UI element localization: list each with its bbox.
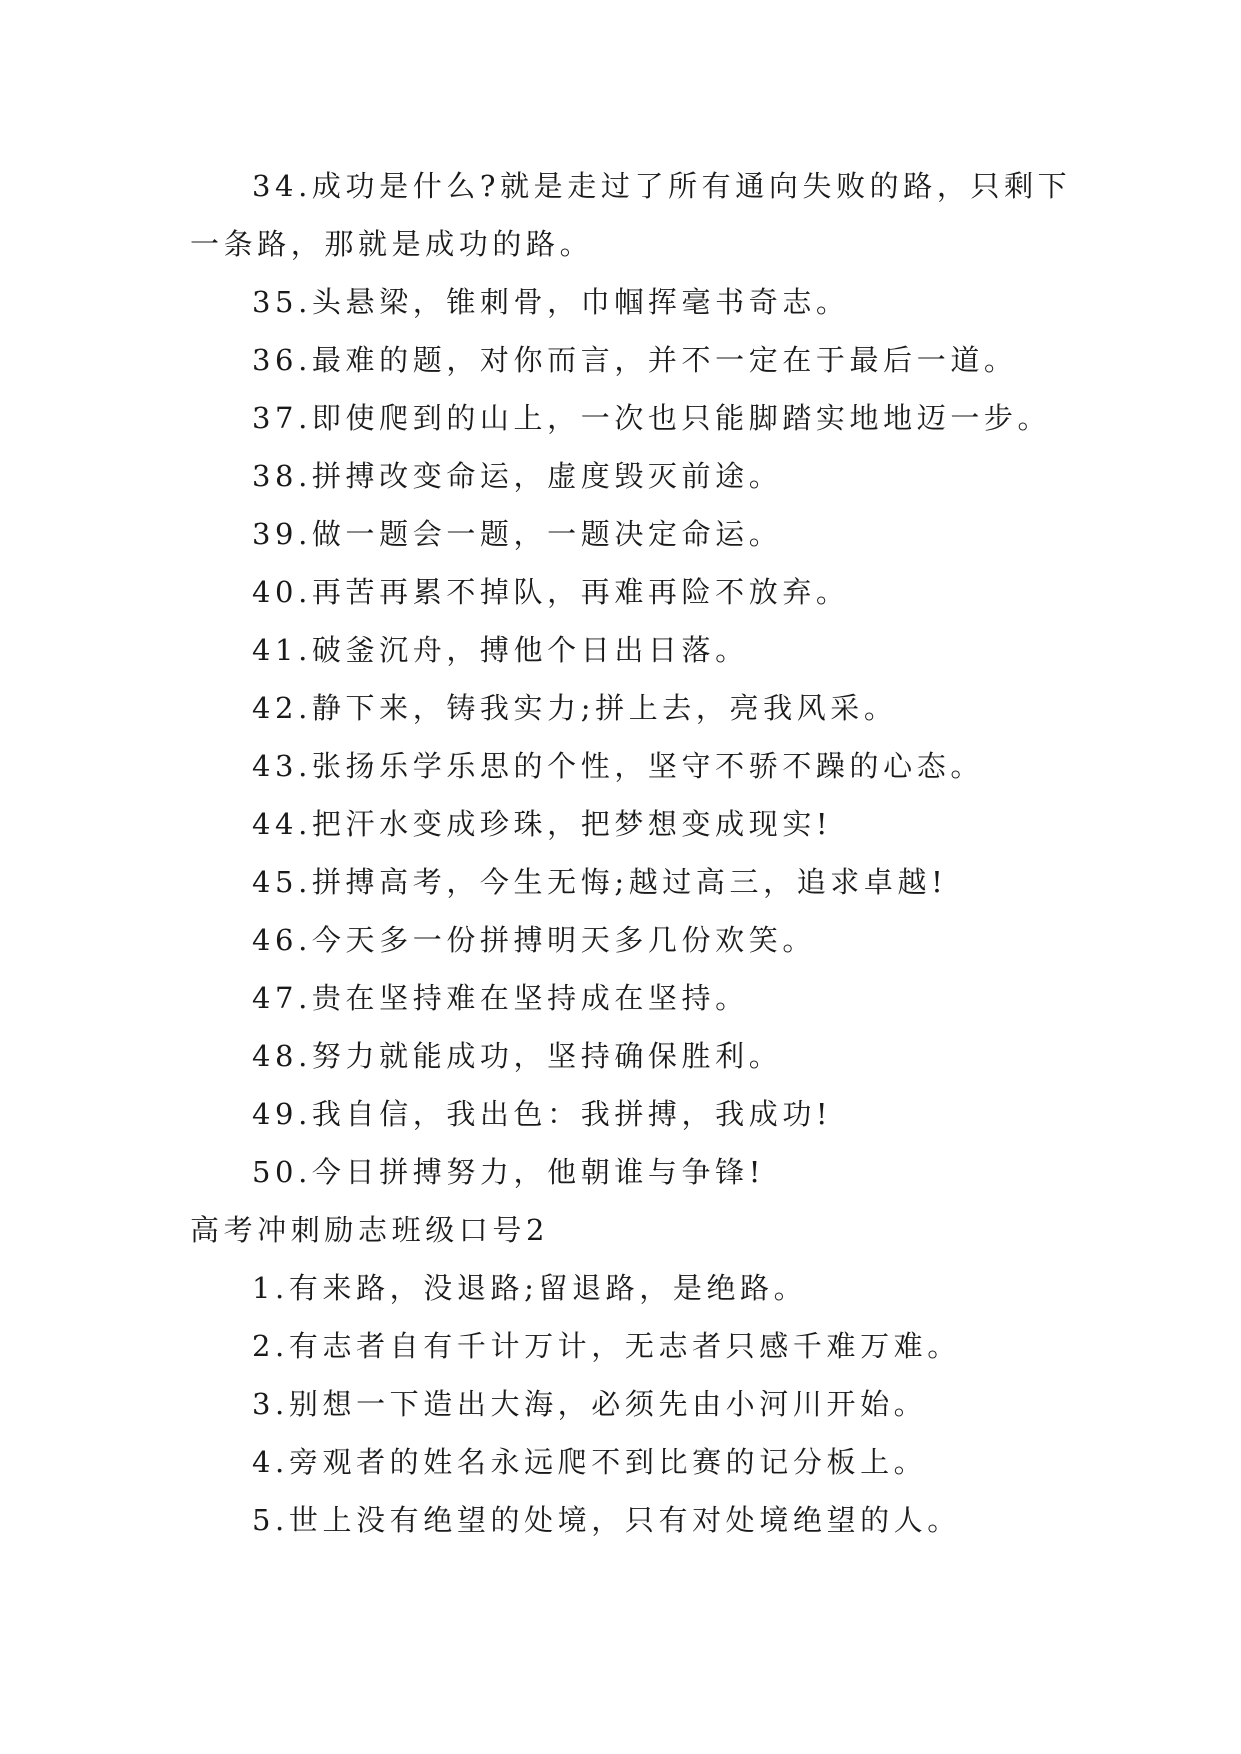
- slogan-50: 50.今日拼搏努力，他朝谁与争锋!: [252, 1155, 765, 1189]
- slogan-39: 39.做一题会一题，一题决定命运。: [252, 517, 783, 551]
- slogan-46: 46.今天多一份拼搏明天多几份欢笑。: [252, 923, 816, 957]
- slogan-41: 41.破釜沉舟，搏他个日出日落。: [252, 633, 749, 667]
- slogan-34-line-1: 34.成功是什么?就是走过了所有通向失败的路，只剩下: [252, 169, 1072, 203]
- slogan-44: 44.把汗水变成珍珠，把梦想变成现实!: [252, 807, 833, 841]
- slogan-5: 5.世上没有绝望的处境，只有对处境绝望的人。: [252, 1503, 961, 1537]
- slogan-49: 49.我自信，我出色：我拼搏，我成功!: [252, 1097, 833, 1131]
- slogan-43: 43.张扬乐学乐思的个性，坚守不骄不躁的心态。: [252, 749, 984, 783]
- slogan-3: 3.别想一下造出大海，必须先由小河川开始。: [252, 1387, 928, 1421]
- slogan-37: 37.即使爬到的山上，一次也只能脚踏实地地迈一步。: [252, 401, 1052, 435]
- slogan-47: 47.贵在坚持难在坚持成在坚持。: [252, 981, 749, 1015]
- slogan-40: 40.再苦再累不掉队，再难再险不放弃。: [252, 575, 850, 609]
- slogan-42: 42.静下来，铸我实力;拼上去，亮我风采。: [252, 691, 898, 725]
- slogan-1: 1.有来路，没退路;留退路，是绝路。: [252, 1271, 808, 1305]
- slogan-34-line-2: 一条路，那就是成功的路。: [190, 227, 594, 261]
- slogan-2: 2.有志者自有千计万计，无志者只感千难万难。: [252, 1329, 961, 1363]
- slogan-38: 38.拼搏改变命运，虚度毁灭前途。: [252, 459, 783, 493]
- slogan-4: 4.旁观者的姓名永远爬不到比赛的记分板上。: [252, 1445, 928, 1479]
- slogan-36: 36.最难的题，对你而言，并不一定在于最后一道。: [252, 343, 1018, 377]
- slogan-35: 35.头悬梁，锥刺骨，巾帼挥毫书奇志。: [252, 285, 850, 319]
- slogan-45: 45.拼搏高考，今生无悔;越过高三，追求卓越!: [252, 865, 948, 899]
- slogan-48: 48.努力就能成功，坚持确保胜利。: [252, 1039, 783, 1073]
- section-heading: 高考冲刺励志班级口号2: [190, 1213, 550, 1247]
